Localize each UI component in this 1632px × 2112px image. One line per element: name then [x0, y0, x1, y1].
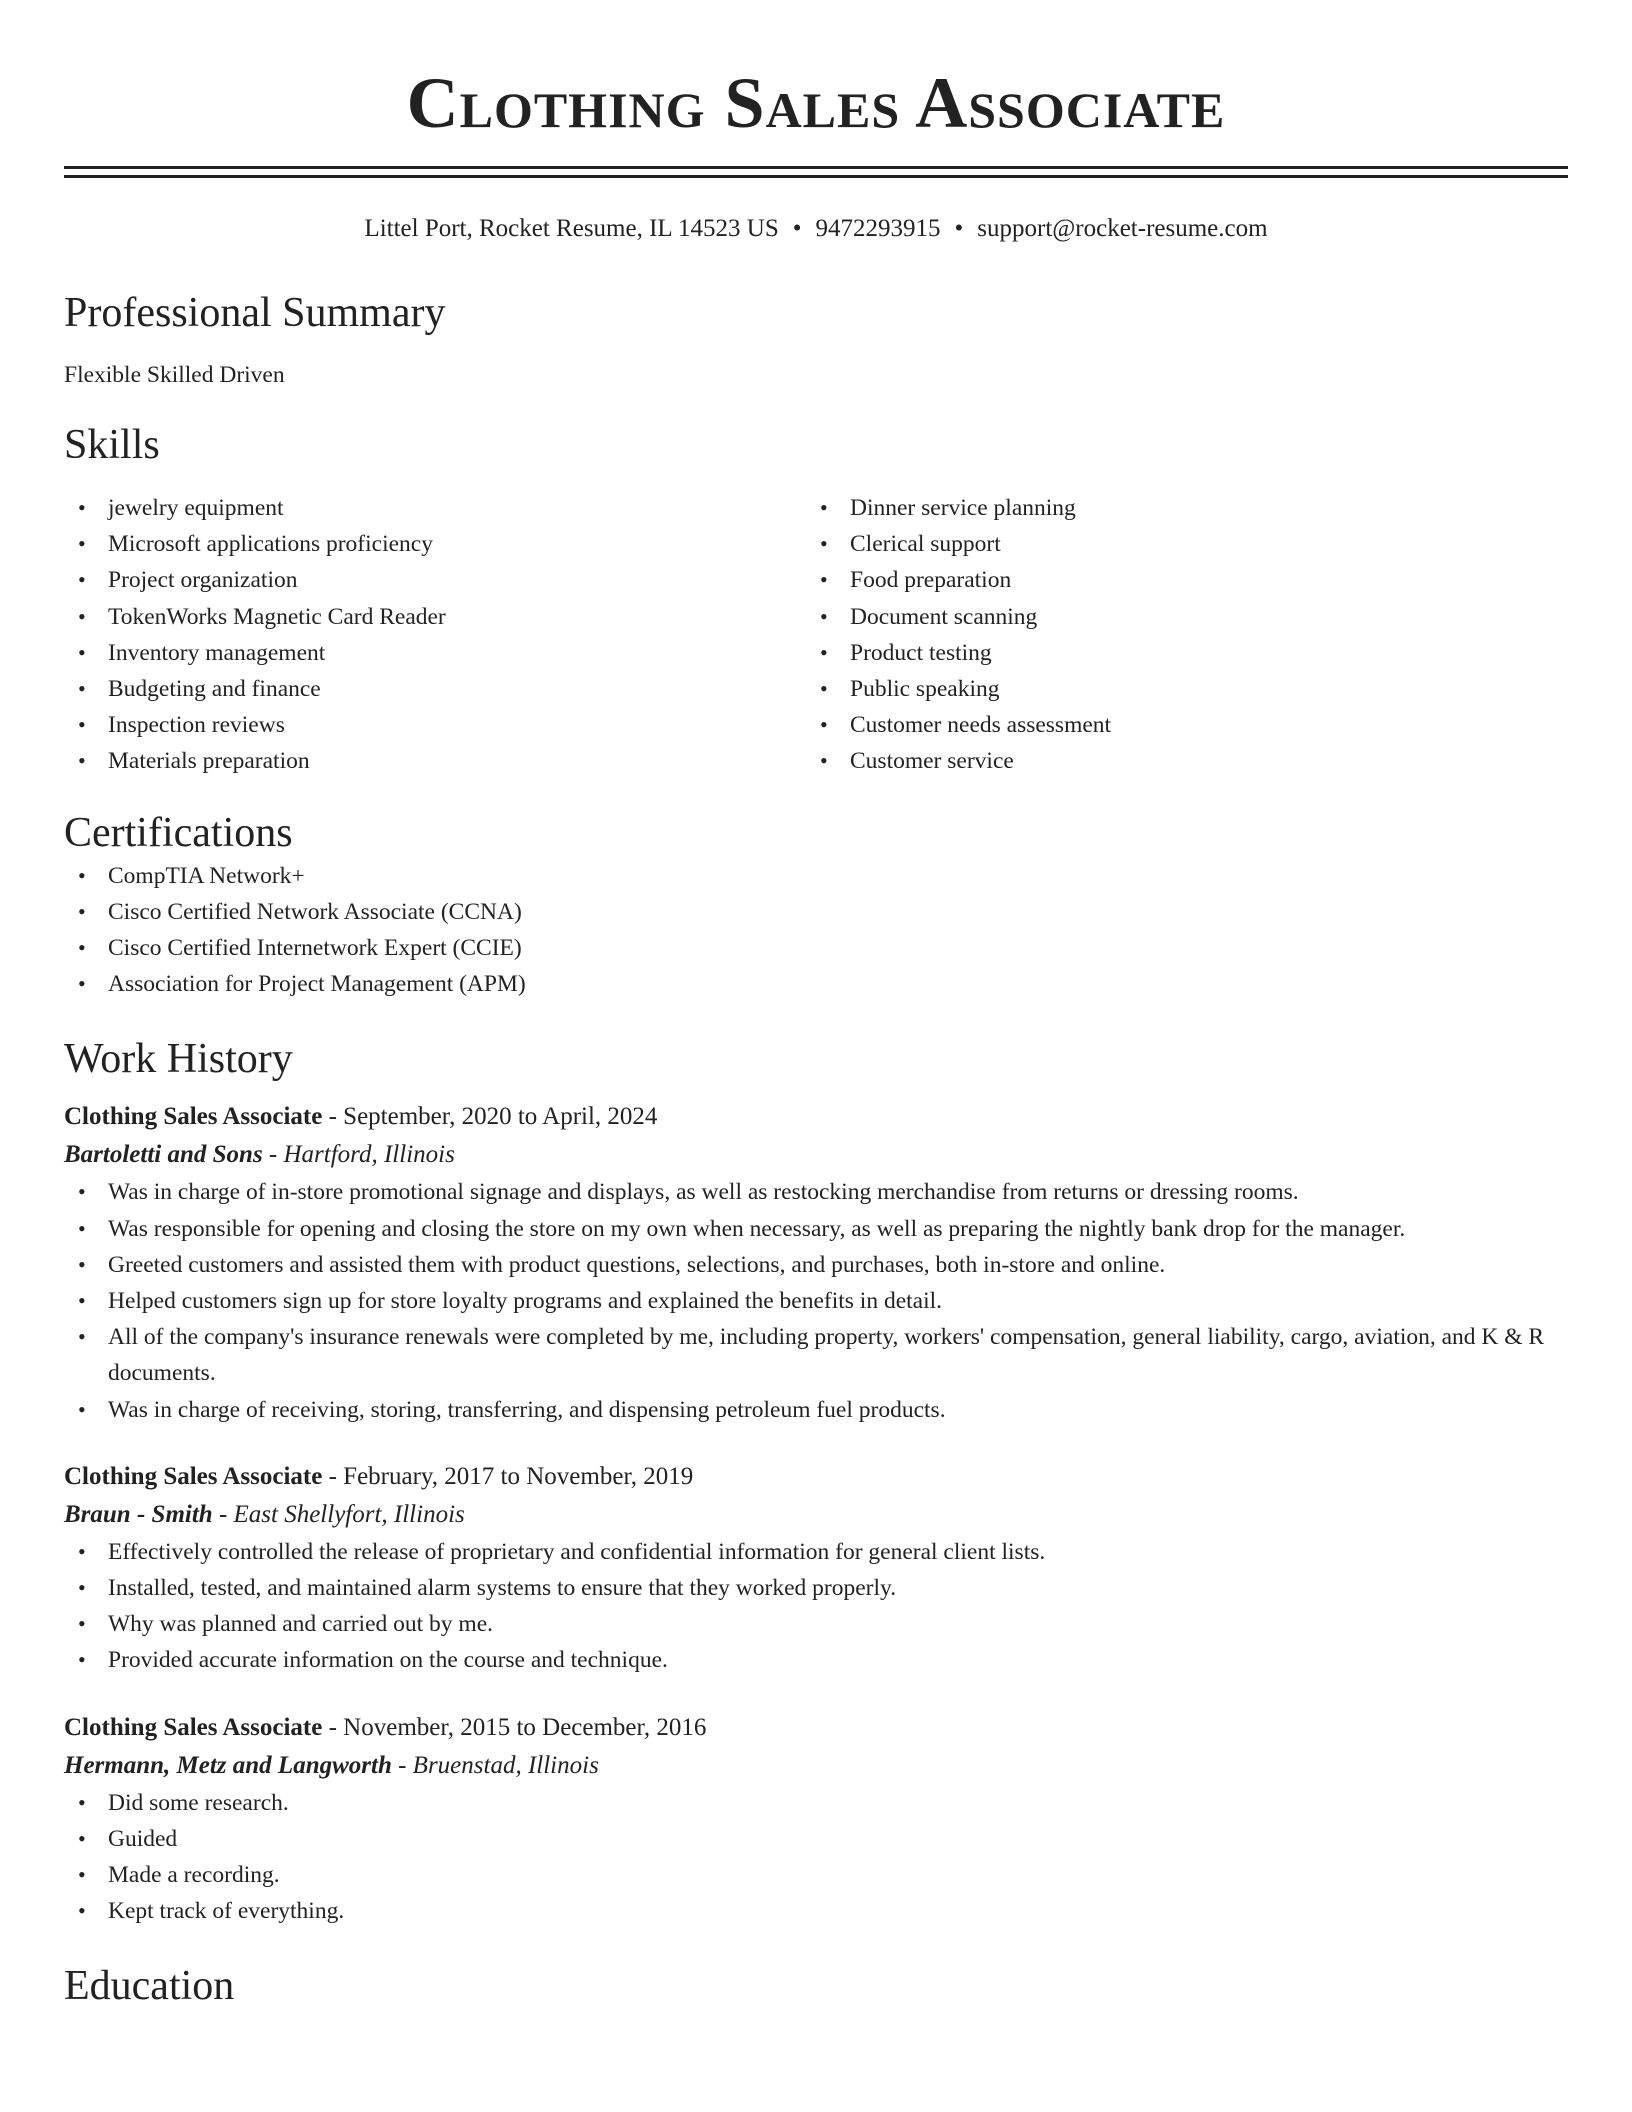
skill-item: • Customer needs assessment	[806, 707, 1548, 743]
certifications-heading: Certifications	[64, 809, 293, 856]
job-title-line	[64, 1458, 1568, 1496]
job-location: - East Shellyfort, Illinois	[212, 1500, 465, 1528]
certification-item: • Cisco Certified Network Associate (CCNA)	[64, 894, 1568, 930]
job-duty-item: • Made a recording.	[64, 1857, 1568, 1893]
skill-item: • Document scanning	[806, 599, 1548, 635]
job-duty-item: • Kept track of everything.	[64, 1893, 1568, 1929]
job-dates: - September, 2020 to April, 2024	[322, 1103, 658, 1131]
job-duty-item: • Guided	[64, 1821, 1568, 1857]
job-employer: Bartoletti and Sons	[64, 1141, 263, 1169]
job-duty-item: • Was in charge of receiving, storing, transferring, and dispensing petroleum fuel products.	[64, 1392, 1568, 1428]
skill-item: • Inventory management	[64, 635, 806, 671]
job-entry	[64, 1458, 1568, 1679]
job-title: Clothing Sales Associate	[64, 1103, 323, 1131]
skill-item: • Budgeting and finance	[64, 671, 806, 707]
job-employer: Braun - Smith	[64, 1500, 213, 1528]
job-entry	[64, 1098, 1568, 1427]
skill-item: • Inspection reviews	[64, 707, 806, 743]
job-employer-line	[64, 1496, 1568, 1534]
job-title: Clothing Sales Associate	[64, 1713, 323, 1741]
job-title-line	[64, 1098, 1568, 1136]
job-title: Clothing Sales Associate	[64, 1462, 323, 1490]
skill-item: • Food preparation	[806, 562, 1548, 598]
skill-item: • Project organization	[64, 562, 806, 598]
skill-item: • TokenWorks Magnetic Card Reader	[64, 599, 806, 635]
job-duty-item: • Provided accurate information on the course and technique.	[64, 1642, 1568, 1678]
job-dates: - February, 2017 to November, 2019	[322, 1462, 694, 1490]
skills-heading: Skills	[64, 422, 160, 468]
skill-item: • Materials preparation	[64, 743, 806, 779]
contact-email: support@rocket-resume.com	[977, 215, 1268, 242]
contact-phone: 9472293915	[815, 215, 941, 242]
work-history-heading: Work History	[64, 1036, 293, 1083]
job-employer-line	[64, 1136, 1568, 1174]
job-employer-line	[64, 1747, 1568, 1785]
job-duties	[64, 1174, 1568, 1427]
job-employer: Hermann, Metz and Langworth	[64, 1751, 392, 1779]
summary-heading: Professional Summary	[64, 290, 446, 336]
education-heading: Education	[64, 1963, 235, 2010]
skill-item: • Clerical support	[806, 526, 1548, 562]
job-title-line	[64, 1709, 1568, 1747]
job-duty-item: • Why was planned and carried out by me.	[64, 1606, 1568, 1642]
job-duty-item: • Did some research.	[64, 1785, 1568, 1821]
skills-list-right	[806, 490, 1548, 780]
job-entry	[64, 1709, 1568, 1930]
title-divider-bottom	[64, 175, 1568, 178]
job-duties	[64, 1785, 1568, 1930]
certification-item: • Association for Project Management (APM)	[64, 966, 1568, 1002]
skill-item: • jewelry equipment	[64, 490, 806, 526]
skill-item: • Dinner service planning	[806, 490, 1548, 526]
job-location: - Bruenstad, Illinois	[391, 1751, 599, 1779]
skills-columns	[64, 490, 1568, 780]
job-duty-item: • All of the company's insurance renewals were completed by me, including property, workers' compensation, general liability, cargo, aviation, and K & R documents.	[64, 1319, 1568, 1391]
job-duty-item: • Installed, tested, and maintained alarm systems to ensure that they worked properly.	[64, 1570, 1568, 1606]
title-divider-top	[64, 166, 1568, 169]
summary-text: Flexible Skilled Driven	[64, 362, 285, 388]
contact-separator: •	[792, 215, 802, 242]
skill-item: • Customer service	[806, 743, 1548, 779]
certification-item: • CompTIA Network+	[64, 858, 1568, 894]
job-duties	[64, 1534, 1568, 1679]
skills-list-left	[64, 490, 806, 780]
job-duty-item: • Helped customers sign up for store loyalty programs and explained the benefits in detail.	[64, 1283, 1568, 1319]
skill-item: • Public speaking	[806, 671, 1548, 707]
certification-item: • Cisco Certified Internetwork Expert (CCIE)	[64, 930, 1568, 966]
job-duty-item: • Was responsible for opening and closing the store on my own when necessary, as well as preparing the nightly bank drop for the manager.	[64, 1211, 1568, 1247]
job-dates: - November, 2015 to December, 2016	[322, 1713, 707, 1741]
job-duty-item: • Was in charge of in-store promotional signage and displays, as well as restocking merchandise from returns or dressing rooms.	[64, 1174, 1568, 1210]
contact-address: Littel Port, Rocket Resume, IL 14523 US	[364, 215, 779, 242]
certifications-list	[64, 858, 1568, 1003]
contact-separator: •	[954, 215, 964, 242]
job-location: - Hartford, Illinois	[262, 1141, 455, 1169]
contact-line	[64, 214, 1568, 244]
resume-title: Clothing Sales Associate	[406, 63, 1226, 143]
job-duty-item: • Greeted customers and assisted them with product questions, selections, and purchases, both in-store and online.	[64, 1247, 1568, 1283]
skill-item: • Microsoft applications proficiency	[64, 526, 806, 562]
skill-item: • Product testing	[806, 635, 1548, 671]
job-duty-item: • Effectively controlled the release of proprietary and confidential information for general client lists.	[64, 1534, 1568, 1570]
